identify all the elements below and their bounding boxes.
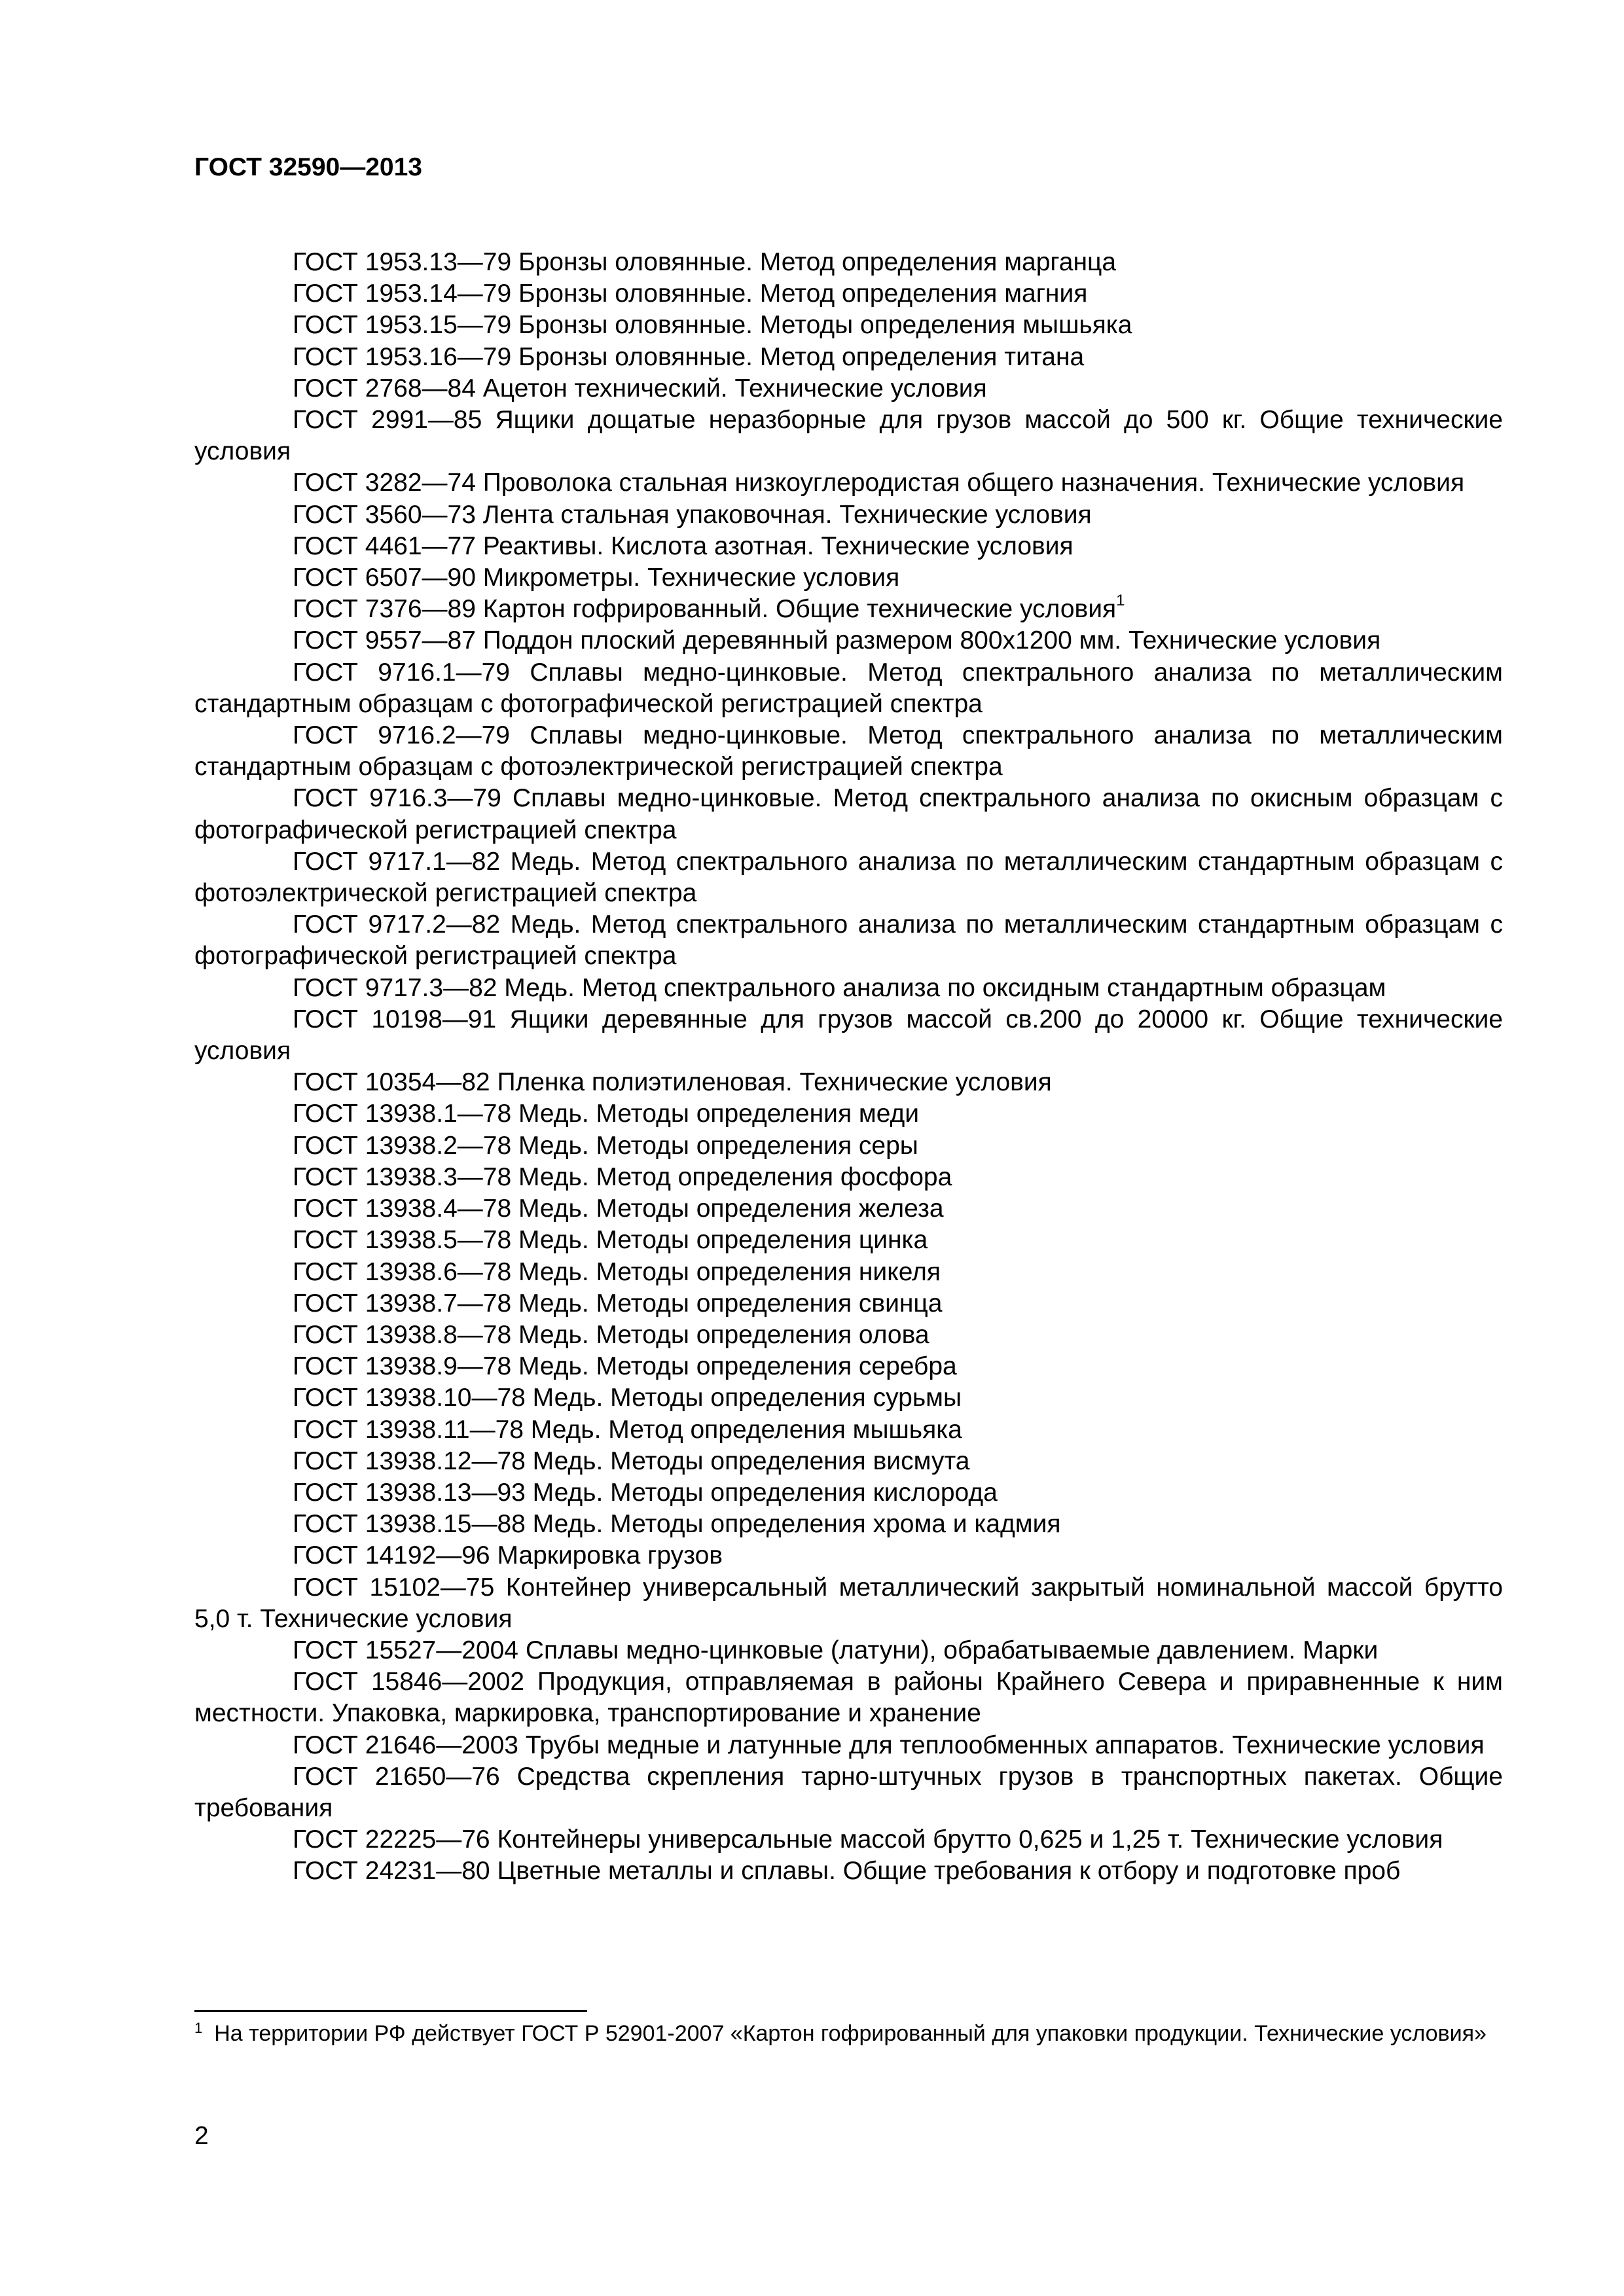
reference-text: ГОСТ 24231—80 Цветные металлы и сплавы. Общие требования к отбору и подготовке проб bbox=[293, 1857, 1401, 1886]
reference-item bbox=[194, 404, 1503, 467]
reference-text: ГОСТ 15527—2004 Сплавы медно-цинковые (латуни), обрабатываемые давлением. Марки bbox=[293, 1636, 1379, 1664]
reference-text: ГОСТ 21650—76 Средства скрепления тарно-штучных грузов в транспортных пакетах. Общие требования bbox=[194, 1762, 1503, 1822]
reference-text: ГОСТ 9716.3—79 Сплавы медно-цинковые. Метод спектрального анализа по окисным образцам с фотографической регистрацией спектра bbox=[194, 784, 1503, 844]
reference-item bbox=[194, 1635, 1503, 1666]
reference-item bbox=[194, 1477, 1503, 1509]
reference-item bbox=[194, 657, 1503, 720]
document-header: ГОСТ 32590—2013 bbox=[194, 153, 422, 181]
reference-item bbox=[194, 1225, 1503, 1256]
reference-text: ГОСТ 10198—91 Ящики деревянные для грузов массой св.200 до 20000 кг. Общие технические условия bbox=[194, 1005, 1503, 1066]
reference-text: ГОСТ 9717.1—82 Медь. Метод спектрального анализа по металлическим стандартным образцам с фотоэлектрической регистрацией спектра bbox=[194, 847, 1503, 908]
reference-item bbox=[194, 531, 1503, 562]
page-number: 2 bbox=[194, 2122, 209, 2150]
reference-item bbox=[194, 1257, 1503, 1288]
reference-text: ГОСТ 13938.11—78 Медь. Метод определения мышьяка bbox=[293, 1415, 962, 1444]
reference-item bbox=[194, 1572, 1503, 1635]
reference-item bbox=[194, 1193, 1503, 1225]
reference-item bbox=[194, 342, 1503, 373]
reference-item bbox=[194, 1446, 1503, 1477]
reference-text: ГОСТ 4461—77 Реактивы. Кислота азотная. Технические условия bbox=[293, 531, 1074, 560]
reference-item bbox=[194, 783, 1503, 846]
reference-item bbox=[194, 1382, 1503, 1414]
reference-text: ГОСТ 9717.3—82 Медь. Метод спектрального анализа по оксидным стандартным образцам bbox=[293, 973, 1386, 1002]
reference-text: ГОСТ 13938.2—78 Медь. Методы определения серы bbox=[293, 1131, 918, 1160]
reference-item bbox=[194, 1098, 1503, 1130]
reference-item bbox=[194, 1414, 1503, 1446]
reference-item bbox=[194, 720, 1503, 783]
reference-text: ГОСТ 13938.1—78 Медь. Методы определения меди bbox=[293, 1100, 920, 1128]
reference-text: ГОСТ 22225—76 Контейнеры универсальные массой брутто 0,625 и 1,25 т. Технические условия bbox=[293, 1825, 1443, 1854]
reference-text: ГОСТ 13938.12—78 Медь. Методы определения висмута bbox=[293, 1446, 970, 1475]
reference-text: ГОСТ 3560—73 Лента стальная упаковочная. Технические условия bbox=[293, 500, 1092, 529]
footnote-reference-mark: 1 bbox=[1116, 592, 1125, 610]
reference-text: ГОСТ 13938.9—78 Медь. Методы определения серебра bbox=[293, 1352, 957, 1381]
footnote-separator bbox=[194, 2010, 587, 2012]
reference-text: ГОСТ 9716.1—79 Сплавы медно-цинковые. Метод спектрального анализа по металлическим стандартным образцам с фотографической регистрацией спектра bbox=[194, 658, 1503, 718]
reference-item bbox=[194, 1004, 1503, 1067]
footnote-mark: 1 bbox=[194, 2019, 203, 2036]
reference-item bbox=[194, 594, 1503, 625]
reference-item bbox=[194, 1319, 1503, 1351]
reference-item bbox=[194, 1761, 1503, 1824]
normative-references-list bbox=[194, 247, 1503, 1888]
reference-item bbox=[194, 973, 1503, 1004]
reference-item bbox=[194, 373, 1503, 404]
reference-item bbox=[194, 1162, 1503, 1193]
reference-item bbox=[194, 1288, 1503, 1319]
reference-text: ГОСТ 13938.15—88 Медь. Методы определения хрома и кадмия bbox=[293, 1510, 1061, 1539]
reference-text: ГОСТ 13938.5—78 Медь. Методы определения цинка bbox=[293, 1226, 928, 1255]
reference-text: ГОСТ 1953.13—79 Бронзы оловянные. Метод определения марганца bbox=[293, 248, 1117, 276]
reference-text: ГОСТ 1953.16—79 Бронзы оловянные. Метод определения титана bbox=[293, 342, 1085, 371]
reference-item bbox=[194, 278, 1503, 310]
reference-item bbox=[194, 467, 1503, 499]
reference-item bbox=[194, 1824, 1503, 1856]
reference-item bbox=[194, 1540, 1503, 1571]
reference-item bbox=[194, 310, 1503, 341]
reference-text: ГОСТ 1953.15—79 Бронзы оловянные. Методы определения мышьяка bbox=[293, 311, 1132, 340]
reference-item bbox=[194, 1666, 1503, 1729]
reference-text: ГОСТ 15846—2002 Продукция, отправляемая в районы Крайнего Севера и приравненные к ним местности. Упаковка, маркировка, транспортирование и хранение bbox=[194, 1668, 1503, 1728]
reference-item bbox=[194, 1730, 1503, 1761]
reference-item bbox=[194, 1351, 1503, 1382]
reference-item bbox=[194, 562, 1503, 594]
reference-text: ГОСТ 2768—84 Ацетон технический. Технические условия bbox=[293, 374, 987, 403]
reference-item bbox=[194, 1509, 1503, 1540]
reference-text: ГОСТ 13938.7—78 Медь. Методы определения свинца bbox=[293, 1289, 943, 1318]
reference-text: ГОСТ 2991—85 Ящики дощатые неразборные для грузов массой до 500 кг. Общие технические условия bbox=[194, 406, 1503, 466]
reference-text: ГОСТ 13938.6—78 Медь. Методы определения никеля bbox=[293, 1257, 941, 1286]
reference-text: ГОСТ 6507—90 Микрометры. Технические условия bbox=[293, 564, 900, 592]
reference-text: ГОСТ 3282—74 Проволока стальная низкоуглеродистая общего назначения. Технические условия bbox=[293, 469, 1465, 497]
footnote-text: На территории РФ действует ГОСТ Р 52901-2007 «Картон гофрированный для упаковки продукции. Технические условия» bbox=[214, 2021, 1487, 2046]
reference-text: ГОСТ 14192—96 Маркировка грузов bbox=[293, 1541, 723, 1570]
reference-text: ГОСТ 13938.10—78 Медь. Методы определения сурьмы bbox=[293, 1384, 962, 1412]
reference-text: ГОСТ 15102—75 Контейнер универсальный металлический закрытый номинальной массой брутто 5,0 т. Технические условия bbox=[194, 1573, 1503, 1633]
reference-item bbox=[194, 499, 1503, 531]
reference-text: ГОСТ 10354—82 Пленка полиэтиленовая. Технические условия bbox=[293, 1068, 1052, 1097]
reference-item bbox=[194, 1856, 1503, 1887]
footnote bbox=[194, 2019, 1503, 2048]
reference-text: ГОСТ 21646—2003 Трубы медные и латунные для теплообменных аппаратов. Технические условия bbox=[293, 1731, 1485, 1759]
reference-text: ГОСТ 13938.3—78 Медь. Метод определения фосфора bbox=[293, 1162, 952, 1191]
reference-item bbox=[194, 625, 1503, 656]
reference-item bbox=[194, 1130, 1503, 1162]
reference-text: ГОСТ 1953.14—79 Бронзы оловянные. Метод определения магния bbox=[293, 279, 1088, 308]
reference-text: ГОСТ 13938.8—78 Медь. Методы определения олова bbox=[293, 1320, 929, 1349]
reference-item bbox=[194, 846, 1503, 909]
reference-text: ГОСТ 9716.2—79 Сплавы медно-цинковые. Метод спектрального анализа по металлическим стандартным образцам с фотоэлектрической регистрацией спектра bbox=[194, 721, 1503, 781]
reference-text: ГОСТ 9717.2—82 Медь. Метод спектрального анализа по металлическим стандартным образцам с фотографической регистрацией спектра bbox=[194, 910, 1503, 971]
reference-text: ГОСТ 9557—87 Поддон плоский деревянный размером 800х1200 мм. Технические условия bbox=[293, 626, 1381, 655]
reference-item bbox=[194, 909, 1503, 972]
reference-text: ГОСТ 13938.13—93 Медь. Методы определения кислорода bbox=[293, 1478, 998, 1507]
reference-text: ГОСТ 7376—89 Картон гофрированный. Общие технические условия bbox=[293, 595, 1117, 624]
reference-item bbox=[194, 247, 1503, 278]
reference-text: ГОСТ 13938.4—78 Медь. Методы определения железа bbox=[293, 1194, 944, 1223]
reference-item bbox=[194, 1067, 1503, 1098]
